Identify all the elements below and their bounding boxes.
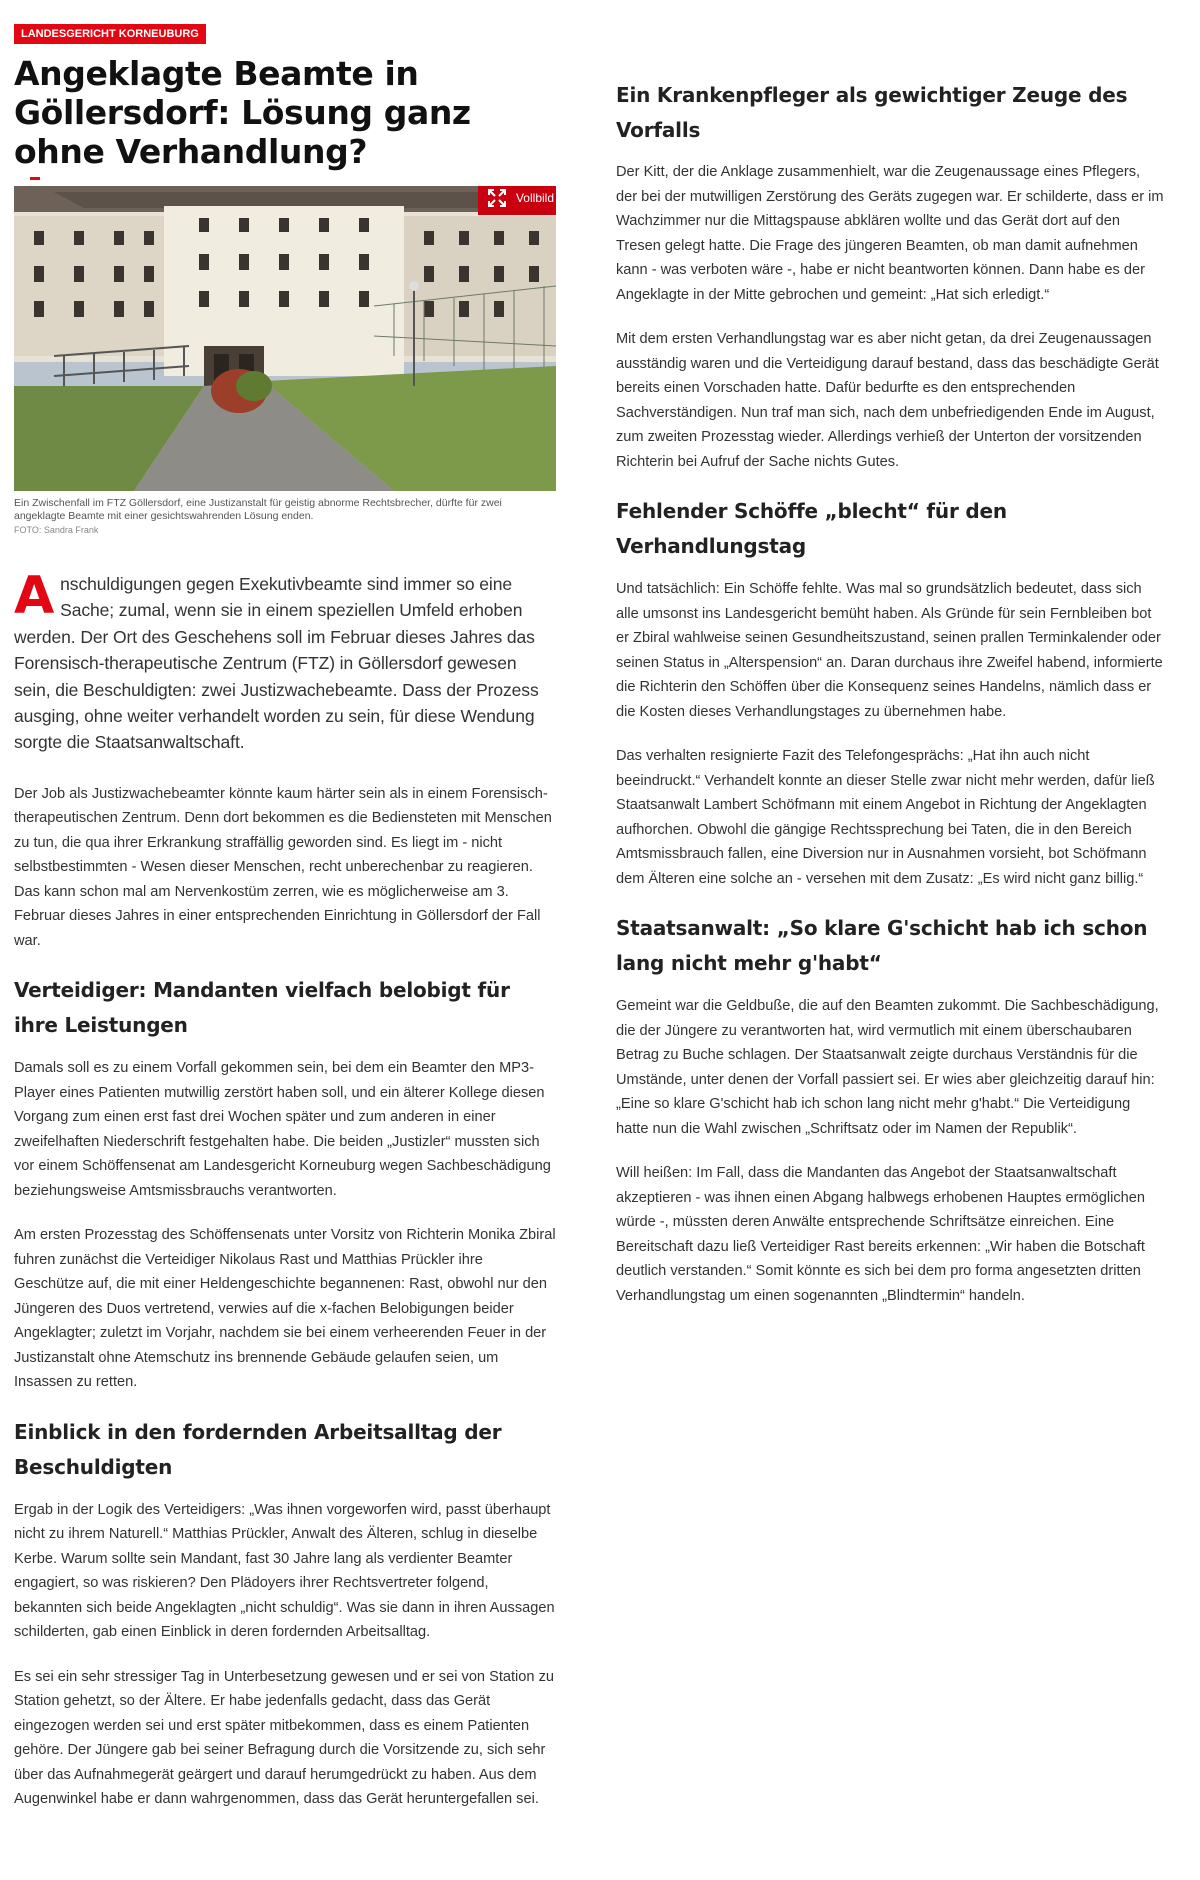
section-heading: Verteidiger: Mandanten vielfach belobigt für ihre Leistungen <box>14 978 510 1038</box>
article-image[interactable] <box>14 186 556 491</box>
fullscreen-button[interactable] <box>478 186 556 215</box>
section-heading: Fehlender Schöffe „blecht“ für den Verhandlungstag <box>616 499 1007 558</box>
left-column <box>14 24 556 1812</box>
article-headline: Angeklagte Beamte in Göllersdorf: Lösung ganz ohne Verhandlung? <box>14 54 471 171</box>
body-paragraph: Und tatsächlich: Ein Schöffe fehlte. Was mal so grundsätzlich bedeutet, dass sich alle umsonst ins Landesgericht bemüht haben. Als Gründe für sein Fernbleiben bot er Zbiral wahlweise seinen Gesundheitszustand, seinen prallen Terminkalender oder seinen Status in „Alterspension“ an. Daran durchaus ihre Zweifel habend, informierte die Richterin den Schöffen über die Konsequenz seines Handelns, nämlich dass er die Kosten dieses Verhandlungstages zu übernehmen habe. <box>616 581 1163 720</box>
body-paragraph: Der Kitt, der die Anklage zusammenhielt, war die Zeugenaussage eines Pflegers, der bei der mutwilligen Zerstörung des Geräts zugegen war. Er schilderte, dass er im Wachzimmer nur die Mittagspause abklären wollte und das Gerät dort auf den Tresen gelegt hatte. Die Frage des jüngeren Beamten, ob man damit aufnehmen kann - was verboten wäre -, habe er nicht beantworten können. Dann habe es der Angeklagte in der Mitte gebrochen und gemeint: „Hat sich erledigt.“ <box>616 164 1164 303</box>
body-paragraph: Mit dem ersten Verhandlungstag war es aber nicht getan, da drei Zeugenaussagen ausständig waren und die Verteidigung darauf bestand, dass das beschädigte Gerät bereits einen Vorschaden hatte. Dafür bedurfte es den entsprechenden Sachverständigen. Nun traf man sich, nach dem unbefriedigenden Ende im August, zum zweiten Prozesstag wieder. Allerdings verhieß der Unterton der vorsitzenden Richterin bei Aufruf der Sache nichts Gutes. <box>616 331 1159 470</box>
lead-text: nschuldigungen gegen Exekutivbeamte sind immer so eine Sache; zumal, wenn sie in einem speziellen Umfeld erhoben werden. Der Ort des Geschehens soll im Februar dieses Jahres das Forensisch-therapeutische Zentrum (FTZ) in Göllersdorf gewesen sein, die Beschuldigten: zwei Justizwachebeamte. Dass der Prozess ausging, ohne weiter verhandelt worden zu sein, für diese Wendung sorgte die Staatsanwaltschaft. <box>14 574 539 753</box>
section-heading: Ein Krankenpfleger als gewichtiger Zeuge des Vorfalls <box>616 83 1128 142</box>
body-paragraph: Ergab in der Logik des Verteidigers: „Was ihnen vorgeworfen wird, passt überhaupt nicht zu ihrem Naturell.“ Matthias Prückler, Anwalt des Älteren, schlug in dieselbe Kerbe. Warum sollte sein Mandant, fast 30 Jahre lang als verdienter Beamter engagiert, so was riskieren? Den Plädoyers ihrer Rechtsvertreter folgend, bekannten sich beide Angeklagten „nicht schuldig“. Was sie dann in ihren Aussagen schilderten, gab einen Einblick in deren fordernden Arbeitsalltag. <box>14 1501 555 1641</box>
body-paragraph: Das verhalten resignierte Fazit des Telefongesprächs: „Hat ihn auch nicht beeindruckt.“ Verhandelt konnte an dieser Stelle zwar nicht mehr werden, dafür ließ Staatsanwalt Lambert Schöfmann mit einem Angebot in Richtung der Angeklagten aufhorchen. Obwohl die gängige Rechtssprechung bei Taten, die in den Bereich Amtsmissbrauch fallen, eine Diversion nur in Ausnahmen vorsieht, bot Schöfmann dem Älteren eine solche an - versehen mit dem Zusatz: „Es wird nicht ganz billig.“ <box>616 748 1155 887</box>
topic-kicker[interactable]: LANDESGERICHT KORNEUBURG <box>14 24 206 44</box>
divider <box>30 177 40 180</box>
drop-cap: A <box>14 566 55 626</box>
body-paragraph: Damals soll es zu einem Vorfall gekommen sein, bei dem ein Beamter den MP3-Player eines Patienten mutwillig zerstört haben soll, und ein älterer Kollege diesen Vorgang zum einen erst fast drei Wochen später und zum anderen in einer zweifelhaften Niederschrift festgehalten habe. Die beiden „Justizler“ mussten sich vor einem Schöffensenat am Landesgericht Korneuburg wegen Sachbeschädigung beziehungsweise Amtsmissbrauchs verantworten. <box>14 1060 551 1199</box>
image-caption: Ein Zwischenfall im FTZ Göllersdorf, eine Justizanstalt für geistig abnorme Rechtsbrecher, dürfte für zwei angeklagte Beamte mit einer gesichtswahrenden Lösung enden. <box>14 497 502 522</box>
lead-paragraph <box>14 566 556 756</box>
right-column <box>616 78 1164 1308</box>
body-paragraph: Am ersten Prozesstag des Schöffensenats unter Vorsitz von Richterin Monika Zbiral fuhren zunächst die Verteidiger Nikolaus Rast und Matthias Prückler ihre Geschütze auf, die mit einer Heldengeschichte begannenen: Rast, obwohl nur den Jüngeren des Duos vertretend, verwies auf die x-fachen Belobigungen beider Angeklagter; zuletzt im Vorjahr, nachdem sie bei einem verheerenden Feuer in der Justizanstalt ohne Atemschutz ins brennende Gebäude gelaufen seien, um Insassen zu retten. <box>14 1227 556 1391</box>
body-paragraph: Gemeint war die Geldbuße, die auf den Beamten zukommt. Die Sachbeschädigung, die der Jüngere zu verantworten hat, wird vermutlich mit einem überschaubaren Betrag zu Buche schlagen. Der Staatsanwalt zeigte durchaus Verständnis für die Umstände, unter denen der Vorfall passiert sei. Er wies aber gleichzeitig darauf hin: „Eine so klare G'schicht hab ich schon lang nicht mehr g'habt.“ Die Verteidigung hatte nun die Wahl zwischen „Schriftsatz oder im Namen der Republik“. <box>616 998 1159 1137</box>
body-paragraph: Will heißen: Im Fall, dass die Mandanten das Angebot der Staatsanwaltschaft akzeptieren - was ihnen einen Abgang halbwegs erhobenen Hauptes ermöglichen würde -, müssten deren Anwälte entsprechende Schriftsätze einreichen. Eine Bereitschaft dazu ließ Verteidiger Rast bereits erkennen: „Wir haben die Botschaft deutlich verstanden.“ Somit könnte es sich bei dem pro forma angesetzten dritten Verhandlungstag um einen sogenannten „Blindtermin“ handeln. <box>616 1165 1145 1304</box>
section-heading: Staatsanwalt: „So klare G'schicht hab ich schon lang nicht mehr g'habt“ <box>616 916 1148 975</box>
fullscreen-label: Vollbild <box>515 191 554 205</box>
body-paragraph: Es sei ein sehr stressiger Tag in Unterbesetzung gewesen und er sei von Station zu Station gehetzt, so der Ältere. Er habe jedenfalls gedacht, dass das Gerät eingezogen werden sei und erst später mitbekommen, dass es einem Patienten gehöre. Der Jüngere gab bei seiner Befragung durch die Vorsitzende zu, sich sehr über das Aufnahmegerät geärgert und darauf herumgedrückt zu haben. Aus dem Augenwinkel habe er dann wahrgenommen, dass das Gerät heruntergefallen sei. <box>14 1668 555 1808</box>
section-heading: Einblick in den fordernden Arbeitsalltag der Beschuldigten <box>14 1419 502 1479</box>
photo-credit: FOTO: Sandra Frank <box>14 525 99 535</box>
expand-arrows-icon <box>488 189 506 207</box>
body-paragraph: Der Job als Justizwachebeamter könnte kaum härter sein als in einem Forensisch-therapeutischen Zentrum. Denn dort bekommen es die Bediensteten mit Menschen zu tun, die qua ihrer Erkrankung straffällig geworden sind. Es liegt im - nicht selbstbestimmten - Wesen dieser Menschen, recht unberechenbar zu reagieren. Das kann schon mal am Nervenkostüm zerren, wie es möglicherweise am 3. Februar dieses Jahres in einer entsprechenden Einrichtung in Göllersdorf der Fall war. <box>14 785 552 949</box>
prison-building-photo <box>14 186 556 491</box>
